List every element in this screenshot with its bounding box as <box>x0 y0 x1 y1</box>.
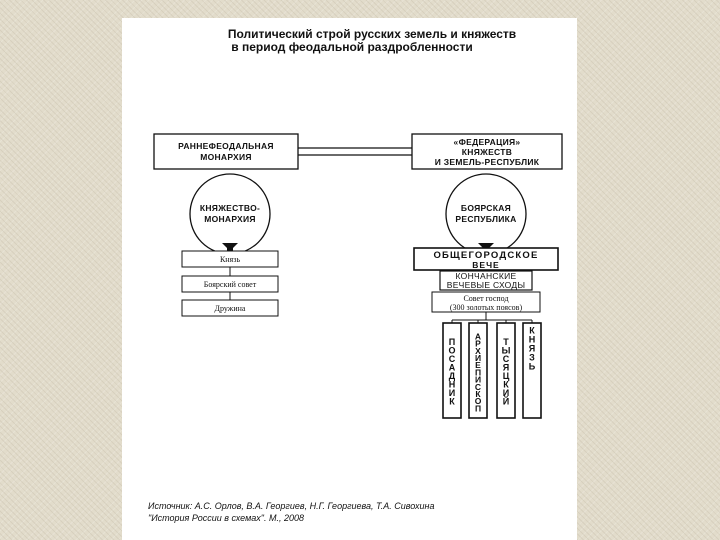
early-feudal-monarchy-label-2: МОНАРХИЯ <box>200 152 252 162</box>
diagram-title-line-2: в период феодальной раздробленности <box>231 40 473 54</box>
druzhina-label: Дружина <box>214 304 246 313</box>
federation-label-2: КНЯЖЕСТВ <box>461 147 513 157</box>
archbishop-label: АРХИЕПИСКОП <box>473 331 483 411</box>
konchan-veche-label-2: ВЕЧЕВЫЕ СХОДЫ <box>446 280 526 290</box>
source-line-1: Источник: А.С. Орлов, В.А. Георгиев, Н.Г. Георгиева, Т.А. Сивохина <box>148 501 435 511</box>
political-structure-diagram <box>122 18 577 540</box>
city-veche-label-2: ВЕЧЕ <box>472 260 500 270</box>
boyar-council-label: Боярский совет <box>203 280 257 289</box>
diagram-title-line-1: Политический строй русских земель и княжеств <box>227 27 517 41</box>
boyar-republic-label-2: РЕСПУБЛИКА <box>455 214 517 224</box>
posadnik-label: ПОСАДНИК <box>447 337 457 405</box>
federation-label-3: И ЗЕМЕЛЬ-РЕСПУБЛИК <box>434 157 540 167</box>
source-line-2: "История России в схемах". М., 2008 <box>148 513 304 523</box>
federation-label-1: «ФЕДЕРАЦИЯ» <box>453 137 521 147</box>
tysyatsky-label: ТЫСЯЦКИЙ <box>501 337 511 405</box>
principality-monarchy-label-1: КНЯЖЕСТВО- <box>199 203 261 213</box>
konchan-veche-label-1: КОНЧАНСКИЕ <box>455 271 517 281</box>
prince-label: Князь <box>219 255 241 264</box>
early-feudal-monarchy-label-1: РАННЕФЕОДАЛЬНАЯ <box>178 141 274 151</box>
council-of-lords-label-1: Совет господ <box>463 294 509 303</box>
prince-official-label: КНЯЗЬ <box>527 325 537 371</box>
principality-monarchy-label-2: МОНАРХИЯ <box>204 214 256 224</box>
council-of-lords-label-2: (300 золотых поясов) <box>449 303 523 312</box>
slide-page <box>122 18 577 540</box>
city-veche-label-1: ОБЩЕГОРОДСКОЕ <box>433 250 539 261</box>
boyar-republic-label-1: БОЯРСКАЯ <box>460 203 512 213</box>
